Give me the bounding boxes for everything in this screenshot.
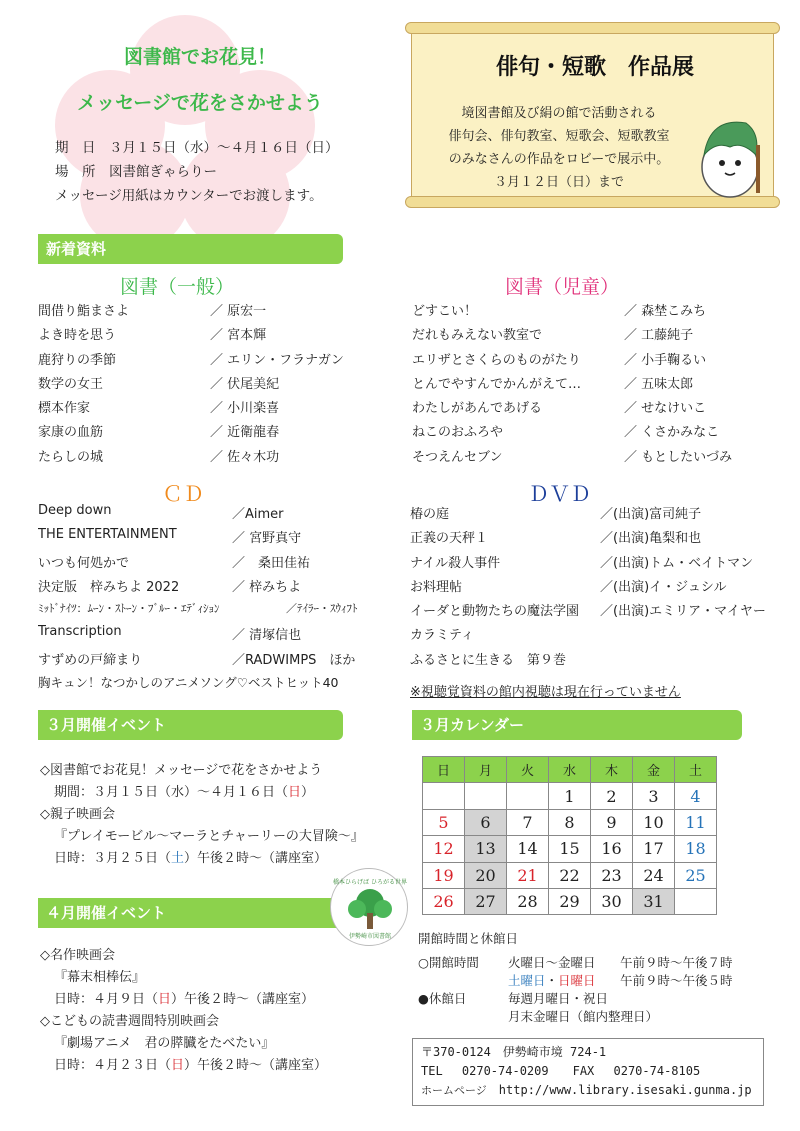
calendar-date: 30 bbox=[591, 888, 633, 914]
calendar-date: 25 bbox=[675, 862, 717, 888]
calendar-date: 23 bbox=[591, 862, 633, 888]
item-author: ／(出演)トム・ベイトマン bbox=[600, 555, 754, 571]
calendar-week bbox=[423, 783, 717, 809]
weekday-label: 火曜日～金曜日 bbox=[508, 955, 596, 970]
sakura-title-2: メッセージで花をさかせよう bbox=[77, 92, 323, 114]
event-time bbox=[40, 848, 364, 870]
place-value: 図書館ぎゃらりー bbox=[109, 164, 217, 180]
sunday-mark: 日 bbox=[288, 785, 302, 800]
item-author: ／ 森埜こみち bbox=[624, 304, 707, 319]
sunday-mark: 日 bbox=[158, 992, 172, 1007]
weekend-time: 午前９時～午後５時 bbox=[620, 973, 733, 988]
list-item bbox=[38, 397, 344, 421]
item-author: ／ 梓みちよ bbox=[232, 579, 302, 595]
march-events bbox=[40, 760, 364, 870]
time-text: 日時：４月９日（ bbox=[54, 992, 159, 1007]
tel-fax: TEL 0270-74-0209 FAX 0270-74-8105 bbox=[421, 1064, 701, 1078]
item-author: ／RADWIMPS ほか bbox=[232, 652, 356, 668]
event-title: ◇親子映画会 bbox=[40, 807, 115, 822]
item-title: 鹿狩りの季節 bbox=[38, 352, 117, 368]
calendar-bar: ３月カレンダー bbox=[412, 710, 742, 740]
item-title: すずめの戸締まり bbox=[38, 652, 143, 668]
list-item bbox=[38, 600, 358, 624]
poem-line: 俳句会、俳句教室、短歌会、短歌教室 bbox=[448, 129, 670, 144]
period-text: 期間：３月１５日（水）～４月１６日（ bbox=[54, 785, 289, 800]
item-title: 家康の血筋 bbox=[38, 425, 104, 441]
item-title: 椿の庭 bbox=[410, 507, 450, 522]
item-author: ／ 宮野真守 bbox=[232, 531, 302, 547]
calendar-date: 28 bbox=[507, 888, 549, 914]
item-author: ／(出演)エミリア・マイヤー bbox=[600, 604, 766, 620]
list-item bbox=[412, 300, 732, 324]
books-children-list bbox=[412, 300, 732, 470]
list-item bbox=[412, 349, 732, 373]
list-item bbox=[412, 397, 732, 421]
list-item bbox=[38, 446, 344, 470]
event-movie: 『劇場アニメ 君の膵臓をたべたい』 bbox=[54, 1036, 275, 1051]
books-general-list bbox=[38, 300, 344, 470]
item-title: だれもみえない教室で bbox=[412, 328, 543, 344]
event-title: ◇図書館でお花見！メッセージで花をさかせよう bbox=[40, 763, 323, 778]
time-text: 日時：３月２５日（ bbox=[54, 851, 172, 866]
calendar-date: 9 bbox=[591, 809, 633, 835]
cd-list bbox=[38, 503, 358, 697]
list-item bbox=[38, 527, 358, 551]
poem-body bbox=[419, 102, 699, 194]
event-title: ◇こどもの読書週間特別映画会 bbox=[40, 1014, 219, 1029]
item-author: ／ 伏尾美紀 bbox=[210, 376, 280, 392]
calendar-date: 8 bbox=[549, 809, 591, 835]
item-title: 胸キュン！なつかしのアニメソング♡ベストヒット40 bbox=[38, 675, 339, 691]
item-title: Transcription bbox=[38, 624, 122, 640]
event-time bbox=[40, 1055, 327, 1077]
calendar-day-header: 水 bbox=[549, 757, 591, 783]
list-item bbox=[410, 503, 766, 527]
library-logo bbox=[330, 868, 408, 946]
opening-hours bbox=[418, 930, 733, 1026]
item-title: ﾐｯﾄﾞﾅｲﾂ：ﾑｰﾝ・ｽﾄｰﾝ・ﾌﾞﾙｰ・ｴﾃﾞｨｼｮﾝ bbox=[38, 602, 220, 616]
calendar-date: 3 bbox=[633, 783, 675, 809]
poem-line: のみなさんの作品をロビーで展示中。 bbox=[448, 152, 670, 167]
calendar-date: 31 bbox=[633, 888, 675, 914]
item-author: ／ 原宏一 bbox=[210, 304, 267, 319]
saturday-mark: 土 bbox=[171, 851, 185, 866]
calendar-date: 22 bbox=[549, 862, 591, 888]
sakura-info bbox=[55, 136, 339, 208]
list-item bbox=[410, 576, 766, 600]
item-title: ふるさとに生きる 第９巻 bbox=[410, 652, 567, 668]
calendar-day-header: 木 bbox=[591, 757, 633, 783]
item-author: ／ 小川楽喜 bbox=[210, 401, 280, 417]
item-title: とんでやすんでかんがえて… bbox=[412, 376, 582, 392]
event-time bbox=[40, 989, 327, 1011]
item-author: ／ せなけいこ bbox=[624, 401, 707, 417]
calendar-date: 21 bbox=[507, 862, 549, 888]
march-events-bar: ３月開催イベント bbox=[38, 710, 343, 740]
mascot-icon bbox=[690, 105, 770, 205]
item-title: わたしがあんであげる bbox=[412, 401, 543, 417]
saturday-label: 土曜日 bbox=[508, 973, 546, 988]
item-author: ／ もとしたいづみ bbox=[624, 449, 733, 465]
separator: ・ bbox=[545, 973, 559, 988]
item-title: エリザとさくらのものがたり bbox=[412, 352, 581, 368]
calendar-week bbox=[423, 809, 717, 835]
calendar-date: 24 bbox=[633, 862, 675, 888]
event-period bbox=[40, 782, 364, 804]
calendar-date: 7 bbox=[507, 809, 549, 835]
calendar-date: 17 bbox=[633, 836, 675, 862]
calendar-date bbox=[423, 783, 465, 809]
calendar-week bbox=[423, 888, 717, 914]
books-general-heading: 図書（一般） bbox=[120, 276, 235, 298]
item-title: お料理帖 bbox=[410, 579, 463, 595]
list-item bbox=[38, 421, 344, 445]
list-item bbox=[410, 600, 766, 624]
sakura-note: メッセージ用紙はカウンターでお渡します。 bbox=[55, 188, 323, 204]
list-item bbox=[38, 373, 344, 397]
homepage-label: ホームページ bbox=[421, 1084, 487, 1097]
open-label: ○開館時間 bbox=[418, 955, 479, 970]
books-children-heading: 図書（児童） bbox=[505, 276, 620, 298]
event-title: ◇名作映画会 bbox=[40, 948, 115, 963]
item-title: THE ENTERTAINMENT bbox=[38, 527, 177, 543]
list-item bbox=[38, 324, 344, 348]
item-author: ／ 近衛龍春 bbox=[210, 425, 280, 441]
april-events bbox=[40, 945, 327, 1077]
calendar-date: 16 bbox=[591, 836, 633, 862]
calendar-date: 14 bbox=[507, 836, 549, 862]
list-item bbox=[38, 576, 358, 600]
list-item bbox=[38, 349, 344, 373]
calendar-date bbox=[675, 888, 717, 914]
calendar-week bbox=[423, 862, 717, 888]
calendar-date: 5 bbox=[423, 809, 465, 835]
item-author: ／(出演)富司純子 bbox=[600, 507, 702, 522]
poem-line: 境図書館及び絹の館で活動される bbox=[461, 106, 657, 121]
hours-row bbox=[418, 990, 733, 1008]
item-author: ／ﾃｲﾗｰ・ｽｳｨﾌﾄ bbox=[286, 602, 358, 616]
item-title: 数学の女王 bbox=[38, 376, 104, 392]
av-notice: ※視聴覚資料の館内視聴は現在行っていません bbox=[410, 685, 681, 700]
time-text: ）午後２時～（講座室） bbox=[184, 851, 328, 866]
item-title: たらしの城 bbox=[38, 449, 104, 465]
list-item bbox=[410, 527, 766, 551]
item-author: ／ くさかみなこ bbox=[624, 425, 720, 441]
list-item bbox=[38, 552, 358, 576]
dvd-heading: ＤＶＤ bbox=[528, 482, 591, 506]
item-title: イーダと動物たちの魔法学園 bbox=[410, 604, 580, 620]
new-items-bar: 新着資料 bbox=[38, 234, 343, 264]
poem-exhibition-poster bbox=[405, 20, 780, 210]
calendar-date: 2 bbox=[591, 783, 633, 809]
place-label: 場 所 bbox=[55, 164, 96, 180]
item-author: ／ 清塚信也 bbox=[232, 628, 302, 644]
cd-heading: ＣＤ bbox=[162, 482, 204, 506]
tree-icon bbox=[345, 887, 395, 931]
sunday-mark: 日 bbox=[171, 1058, 185, 1073]
list-item bbox=[412, 421, 732, 445]
calendar-date: 11 bbox=[675, 809, 717, 835]
hours-row bbox=[418, 954, 733, 972]
calendar-date bbox=[465, 783, 507, 809]
event-movie: 『幕末相棒伝』 bbox=[54, 970, 146, 985]
item-title: よき時を思う bbox=[38, 328, 117, 344]
item-title: 標本作家 bbox=[38, 401, 91, 417]
calendar-day-header: 月 bbox=[465, 757, 507, 783]
calendar-date: 19 bbox=[423, 862, 465, 888]
calendar-date: 26 bbox=[423, 888, 465, 914]
list-item bbox=[38, 673, 358, 697]
time-text: ）午後２時～（講座室） bbox=[184, 1058, 328, 1073]
item-title: いつも何処かで bbox=[38, 555, 130, 571]
scroll-roll-top bbox=[405, 22, 780, 34]
item-author: ／(出演)亀梨和也 bbox=[600, 531, 702, 547]
sakura-period bbox=[55, 136, 339, 160]
period-label: 期 日 bbox=[55, 140, 96, 156]
item-author: ／ 宮本輝 bbox=[210, 328, 267, 344]
closed-rule-2: 月末金曜日（館内整理日） bbox=[508, 1009, 659, 1024]
item-title: ナイル殺人事件 bbox=[410, 555, 501, 571]
item-author: ／ 桑田佳祐 bbox=[232, 555, 311, 571]
list-item bbox=[410, 649, 766, 673]
calendar-day-header: 日 bbox=[423, 757, 465, 783]
time-text: 日時：４月２３日（ bbox=[54, 1058, 172, 1073]
sunday-label: 日曜日 bbox=[558, 973, 596, 988]
item-title: 間借り鮨まさよ bbox=[38, 304, 130, 319]
item-author: ／(出演)イ・ジュシル bbox=[600, 579, 727, 595]
list-item bbox=[38, 300, 344, 324]
calendar-date: 15 bbox=[549, 836, 591, 862]
calendar-date: 12 bbox=[423, 836, 465, 862]
list-item bbox=[412, 373, 732, 397]
march-calendar bbox=[422, 756, 717, 915]
calendar-date: 13 bbox=[465, 836, 507, 862]
sakura-title-1: 図書館でお花見！ bbox=[123, 46, 276, 68]
list-item bbox=[410, 624, 766, 648]
dvd-list bbox=[410, 503, 766, 673]
calendar-date bbox=[507, 783, 549, 809]
time-text: ）午後２時～（講座室） bbox=[171, 992, 315, 1007]
list-item bbox=[38, 624, 358, 648]
poem-line: ３月１２日（日）まで bbox=[493, 175, 624, 190]
calendar-date: 20 bbox=[465, 862, 507, 888]
item-title: カラミティ bbox=[410, 628, 474, 644]
sakura-place bbox=[55, 160, 339, 184]
calendar-date: 29 bbox=[549, 888, 591, 914]
closed-rule-1: 毎週月曜日・祝日 bbox=[508, 991, 609, 1006]
item-author: ／ エリン・フラナガン bbox=[210, 352, 344, 368]
calendar-date: 4 bbox=[675, 783, 717, 809]
event-movie: 『プレイモービル～マーラとチャーリーの大冒険～』 bbox=[54, 829, 364, 844]
calendar-date: 10 bbox=[633, 809, 675, 835]
calendar-day-header: 火 bbox=[507, 757, 549, 783]
logo-text-bottom: 伊勢崎市図書館 bbox=[348, 933, 391, 940]
hours-row bbox=[418, 1008, 733, 1026]
item-title: そつえんセブン bbox=[412, 449, 503, 465]
item-author: ／ 小手鞠るい bbox=[624, 352, 707, 368]
hours-title: 開館時間と休館日 bbox=[418, 931, 519, 946]
list-item bbox=[412, 324, 732, 348]
calendar-date: 1 bbox=[549, 783, 591, 809]
hours-row bbox=[418, 972, 733, 990]
item-author: ／ 工藤純子 bbox=[624, 328, 694, 344]
calendar-day-header: 金 bbox=[633, 757, 675, 783]
calendar-date: 6 bbox=[465, 809, 507, 835]
address: 〒370-0124 伊勢崎市境 724-1 bbox=[421, 1045, 607, 1059]
item-title: どすこい！ bbox=[412, 304, 478, 319]
homepage bbox=[421, 1081, 755, 1100]
period-text: ） bbox=[301, 785, 315, 800]
item-title: ねこのおふろや bbox=[412, 425, 504, 441]
item-author: ／ 佐々木功 bbox=[210, 449, 280, 465]
list-item bbox=[38, 649, 358, 673]
logo-text-top: 橋本ひらげば ひろがる世界 bbox=[333, 879, 407, 886]
calendar-day-header: 土 bbox=[675, 757, 717, 783]
item-title: 決定版 梓みちよ 2022 bbox=[38, 579, 180, 595]
item-author: ／ 五味太郎 bbox=[624, 376, 694, 392]
list-item bbox=[410, 552, 766, 576]
list-item bbox=[412, 446, 732, 470]
calendar-date: 18 bbox=[675, 836, 717, 862]
list-item bbox=[38, 503, 358, 527]
poem-title: 俳句・短歌 作品展 bbox=[495, 55, 694, 80]
calendar-week bbox=[423, 836, 717, 862]
homepage-link[interactable]: http://www.library.isesaki.gunma.jp bbox=[498, 1083, 752, 1097]
calendar-date: 27 bbox=[465, 888, 507, 914]
april-events-bar: ４月開催イベント bbox=[38, 898, 343, 928]
period-value: ３月１５日（水）～４月１６日（日） bbox=[109, 140, 339, 156]
item-title: 正義の天秤１ bbox=[410, 531, 489, 547]
weekday-time: 午前９時～午後７時 bbox=[620, 955, 733, 970]
item-title: Deep down bbox=[38, 503, 112, 518]
closed-label: ●休館日 bbox=[418, 991, 467, 1006]
contact-box bbox=[412, 1038, 764, 1106]
item-author: ／Aimer bbox=[232, 507, 284, 522]
